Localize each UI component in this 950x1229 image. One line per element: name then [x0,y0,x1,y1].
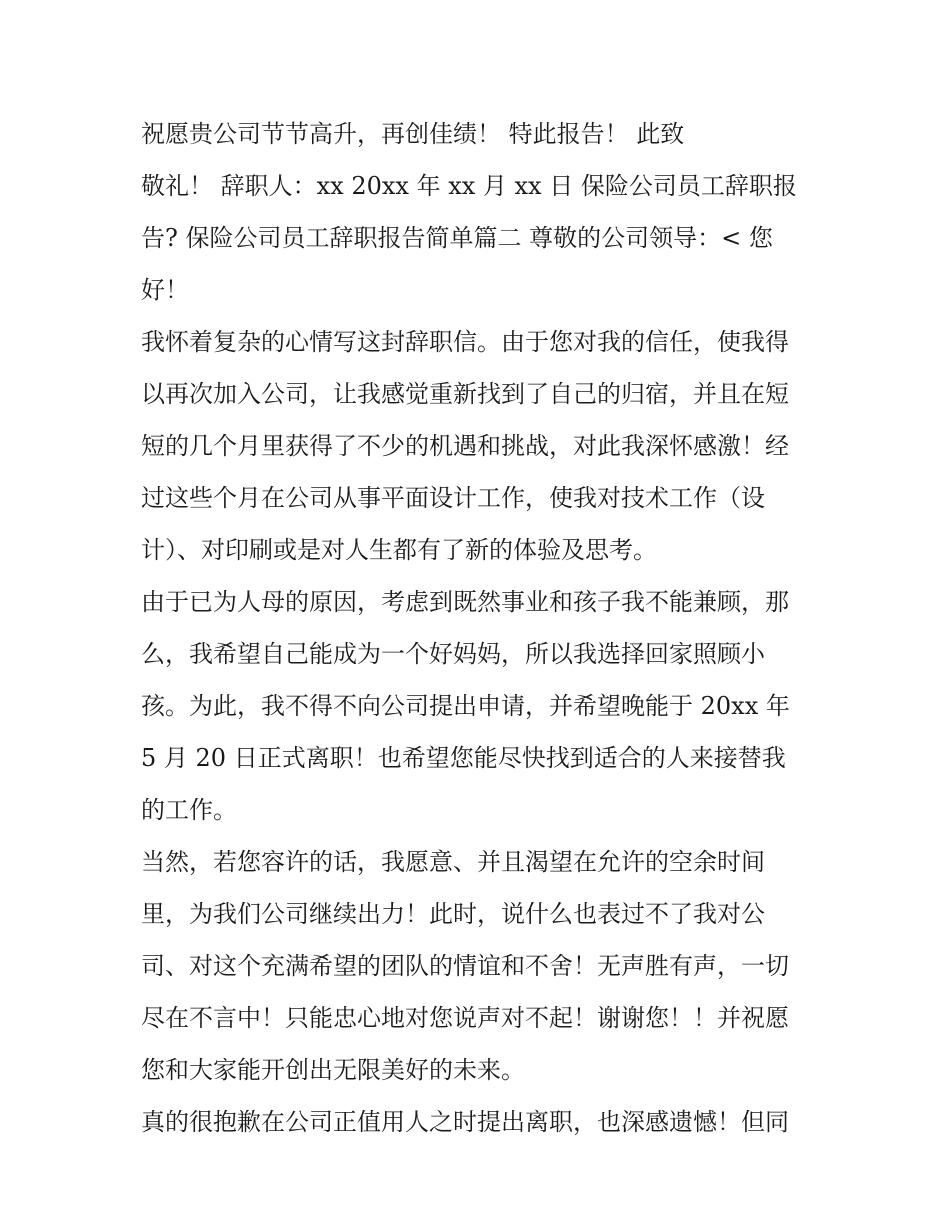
text-line: 的工作。 [141,796,237,824]
document-body [141,108,821,1148]
paragraph-start-line: 我怀着复杂的心情写这封辞职信。由于您对我的信任，使我得 [141,328,789,356]
paragraph-start-line: 由于已为人母的原因，考虑到既然事业和孩子我不能兼顾，那 [141,588,789,616]
text-line: 计）、对印刷或是对人生都有了新的体验及思考。 [141,536,657,564]
paragraph-start-line: 真的很抱歉在公司正值用人之时提出离职，也深感遗憾！但同 [141,1108,789,1136]
text-line: 好！ [141,276,189,304]
text-line: 尽在不言中！只能忠心地对您说声对不起！谢谢您！！并祝愿 [141,1004,789,1032]
text-line: 过这些个月在公司从事平面设计工作，使我对技术工作（设 [141,484,765,512]
text-line: 5 月 20 日正式离职！也希望您能尽快找到适合的人来接替我 [141,744,786,772]
text-line: 告? 保险公司员工辞职报告简单篇二 尊敬的公司领导：< 您 [141,224,773,252]
text-line: 么，我希望自己能成为一个好妈妈，所以我选择回家照顾小 [141,640,765,668]
text-line: 您和大家能开创出无限美好的未来。 [141,1056,525,1084]
text-line: 里，为我们公司继续出力！此时，说什么也表过不了我对公 [141,900,765,928]
text-line: 祝愿贵公司节节高升，再创佳绩！ 特此报告！ 此致 [141,120,685,148]
text-line: 孩。为此，我不得不向公司提出申请，并希望晚能于 20xx 年 [141,692,790,720]
text-line: 短的几个月里获得了不少的机遇和挑战，对此我深怀感激！经 [141,432,789,460]
text-line: 敬礼！ 辞职人：xx 20xx 年 xx 月 xx 日 保险公司员工辞职报 [141,172,797,200]
text-line: 司、对这个充满希望的团队的情谊和不舍！无声胜有声，一切 [141,952,789,980]
paragraph-start-line: 当然，若您容许的话，我愿意、并且渴望在允许的空余时间 [141,848,765,876]
text-line: 以再次加入公司，让我感觉重新找到了自己的归宿，并且在短 [141,380,789,408]
